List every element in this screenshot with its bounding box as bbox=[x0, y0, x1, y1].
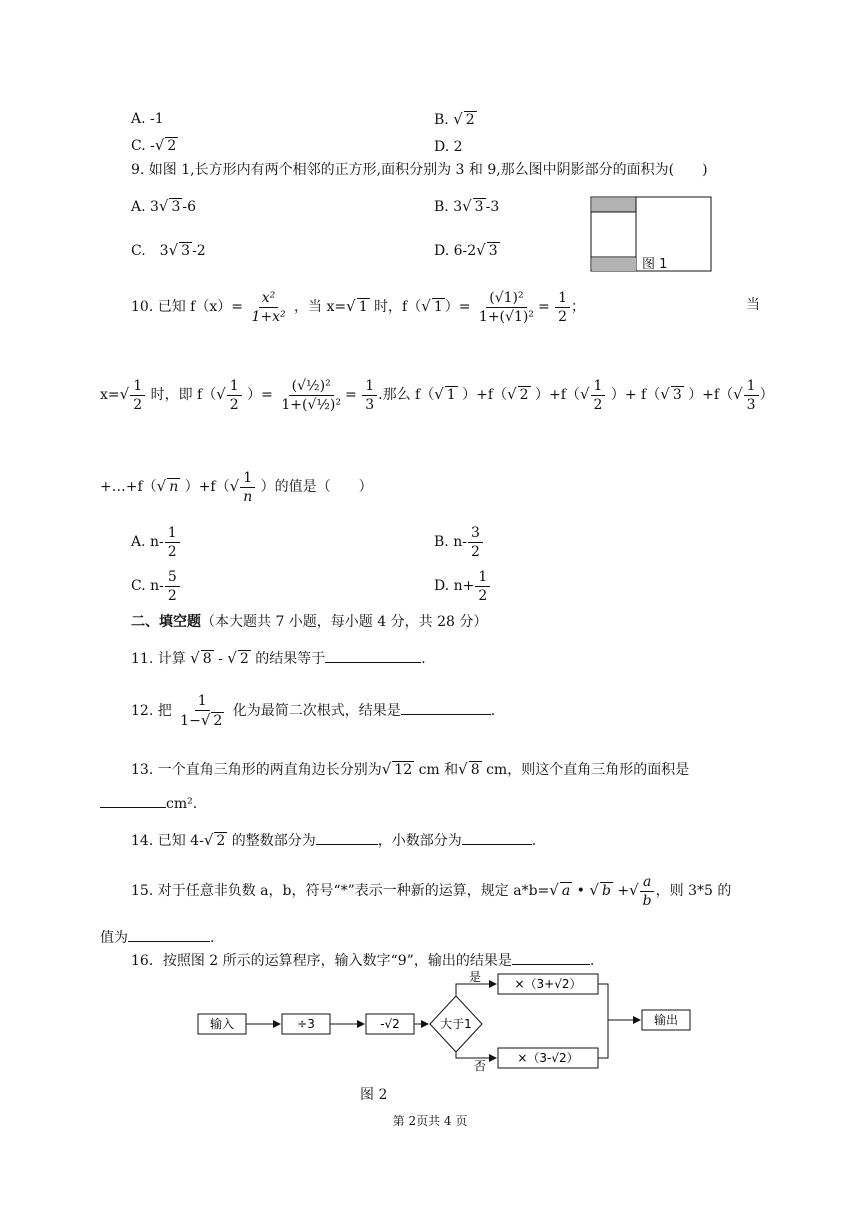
q12: 12. 把 $\frac{1}{1-√ 2}$ 化为最简二次根式，结果是 . bbox=[131, 693, 496, 729]
q13-line-1: 13. 一个直角三角形的两直角边长分别为√ 12 cm 和√ 8 cm，则这个直角三角形的面积是 bbox=[131, 760, 690, 778]
flow-arrow-no bbox=[456, 1052, 496, 1058]
flow-decision-label: 大于1 bbox=[440, 1017, 472, 1031]
q13-line-2: cm². bbox=[100, 793, 197, 813]
flow-no-label: 否 bbox=[473, 1059, 487, 1073]
figure-1-shade-bottom bbox=[592, 258, 636, 271]
q8-option-a: A. -1 bbox=[131, 111, 164, 127]
q14: 14. 已知 4-√ 2 的整数部分为 ，小数部分为 . bbox=[131, 831, 537, 849]
q10-line-2: x=√ $\frac{1}{2}$ 时，即 f（√ $\frac{1}{2}$ ）= $\frac{\text{(√½)²}}{\text{1+(√½)²}}$ = $\frac{1}{3}$ .那么 f（√ 1 ）+f（√ 2 ）+f（√ $\frac{1}{2}$ ）+ f（√ 3 ）+f（√ $\frac{1}{3}$ ） bbox=[100, 377, 774, 413]
section-2-heading: 二、填空题（本大题共 7 小题，每小题 4 分，共 28 分） bbox=[131, 614, 488, 630]
flow-divide-label: ÷3 bbox=[297, 1017, 315, 1031]
flow-input-label: 输入 bbox=[209, 1017, 235, 1031]
q9-option-c: C. 3√ 3 -2 bbox=[131, 241, 206, 259]
q10-line-1-end: 当 bbox=[746, 297, 760, 313]
q12-answer-blank[interactable] bbox=[401, 700, 491, 715]
q9-option-d: D. 6-2√ 3 bbox=[434, 241, 498, 259]
q9-stem: 9. 如图 1,长方形内有两个相邻的正方形,面积分别为 3 和 9,那么图中阴影部分的面积为( ) bbox=[131, 162, 708, 178]
q10-line-3: +…+f（√ n ）+f（√ $\frac{1}{n}$ ）的值是（ ） bbox=[100, 469, 373, 505]
flow-merge-line bbox=[598, 984, 608, 1058]
q8-option-c: C. -√ 2 bbox=[131, 136, 177, 154]
q8-option-d: D. 2 bbox=[434, 139, 463, 155]
q15-answer-blank[interactable] bbox=[128, 927, 210, 942]
q10-option-c: C. n- $\frac{5}{2}$ bbox=[131, 566, 181, 606]
q16-answer-blank[interactable] bbox=[512, 950, 590, 965]
q11-answer-blank[interactable] bbox=[325, 648, 421, 663]
flow-minus-label: -√2 bbox=[380, 1017, 400, 1031]
flowchart-figure-2 bbox=[190, 970, 700, 1080]
q13-answer-blank[interactable] bbox=[100, 793, 166, 808]
figure-1 bbox=[590, 196, 714, 274]
q10-option-b: B. n- $\frac{3}{2}$ bbox=[434, 522, 484, 562]
flow-no-box-label: ×（3-√2） bbox=[517, 1051, 579, 1065]
q9-option-a: A. 3√ 3 -6 bbox=[131, 197, 197, 215]
q10-option-d: D. n+ $\frac{1}{2}$ bbox=[434, 566, 491, 606]
q10-line-1: 10. 已知 f（x）= $\frac{\text{x²}}{\text{1+x²}}$ ，当 x=√ 1 时，f（√ 1 ）= $\frac{\text{(√1)²}}{\text{1+(√1)²}}$ = $\frac{1}{2}$ ； bbox=[131, 289, 586, 325]
q16-stem: 16．按照图 2 所示的运算程序，输入数字“9”，输出的结果是 . bbox=[131, 950, 594, 970]
figure-2-caption: 图 2 bbox=[360, 1087, 388, 1103]
figure-1-label: 图 1 bbox=[642, 257, 668, 272]
q14-integer-blank[interactable] bbox=[316, 830, 378, 845]
figure-1-shade-top bbox=[592, 198, 636, 212]
flow-output-label: 输出 bbox=[653, 1013, 679, 1027]
flow-arrow-yes bbox=[456, 984, 496, 996]
flow-yes-label: 是 bbox=[468, 970, 482, 984]
q11: 11. 计算 √ 8 - √ 2 的结果等于 . bbox=[131, 649, 426, 667]
q8-option-b: B. √ 2 bbox=[434, 110, 475, 128]
flow-yes-box-label: ×（3+√2） bbox=[514, 977, 582, 991]
q15-line-1: 15. 对于任意非负数 a，b，符号“*”表示一种新的运算，规定 a*b=√ a • √ b +√ $\frac{a}{b}$ ，则 3*5 的 bbox=[131, 873, 732, 909]
q14-decimal-blank[interactable] bbox=[462, 830, 532, 845]
q10-option-a: A. n- $\frac{1}{2}$ bbox=[131, 522, 181, 562]
q9-option-b: B. 3√ 3 -3 bbox=[434, 197, 500, 215]
page-footer: 第 2页共 4 页 bbox=[392, 1114, 468, 1128]
q15-line-2: 值为 . bbox=[100, 927, 214, 947]
